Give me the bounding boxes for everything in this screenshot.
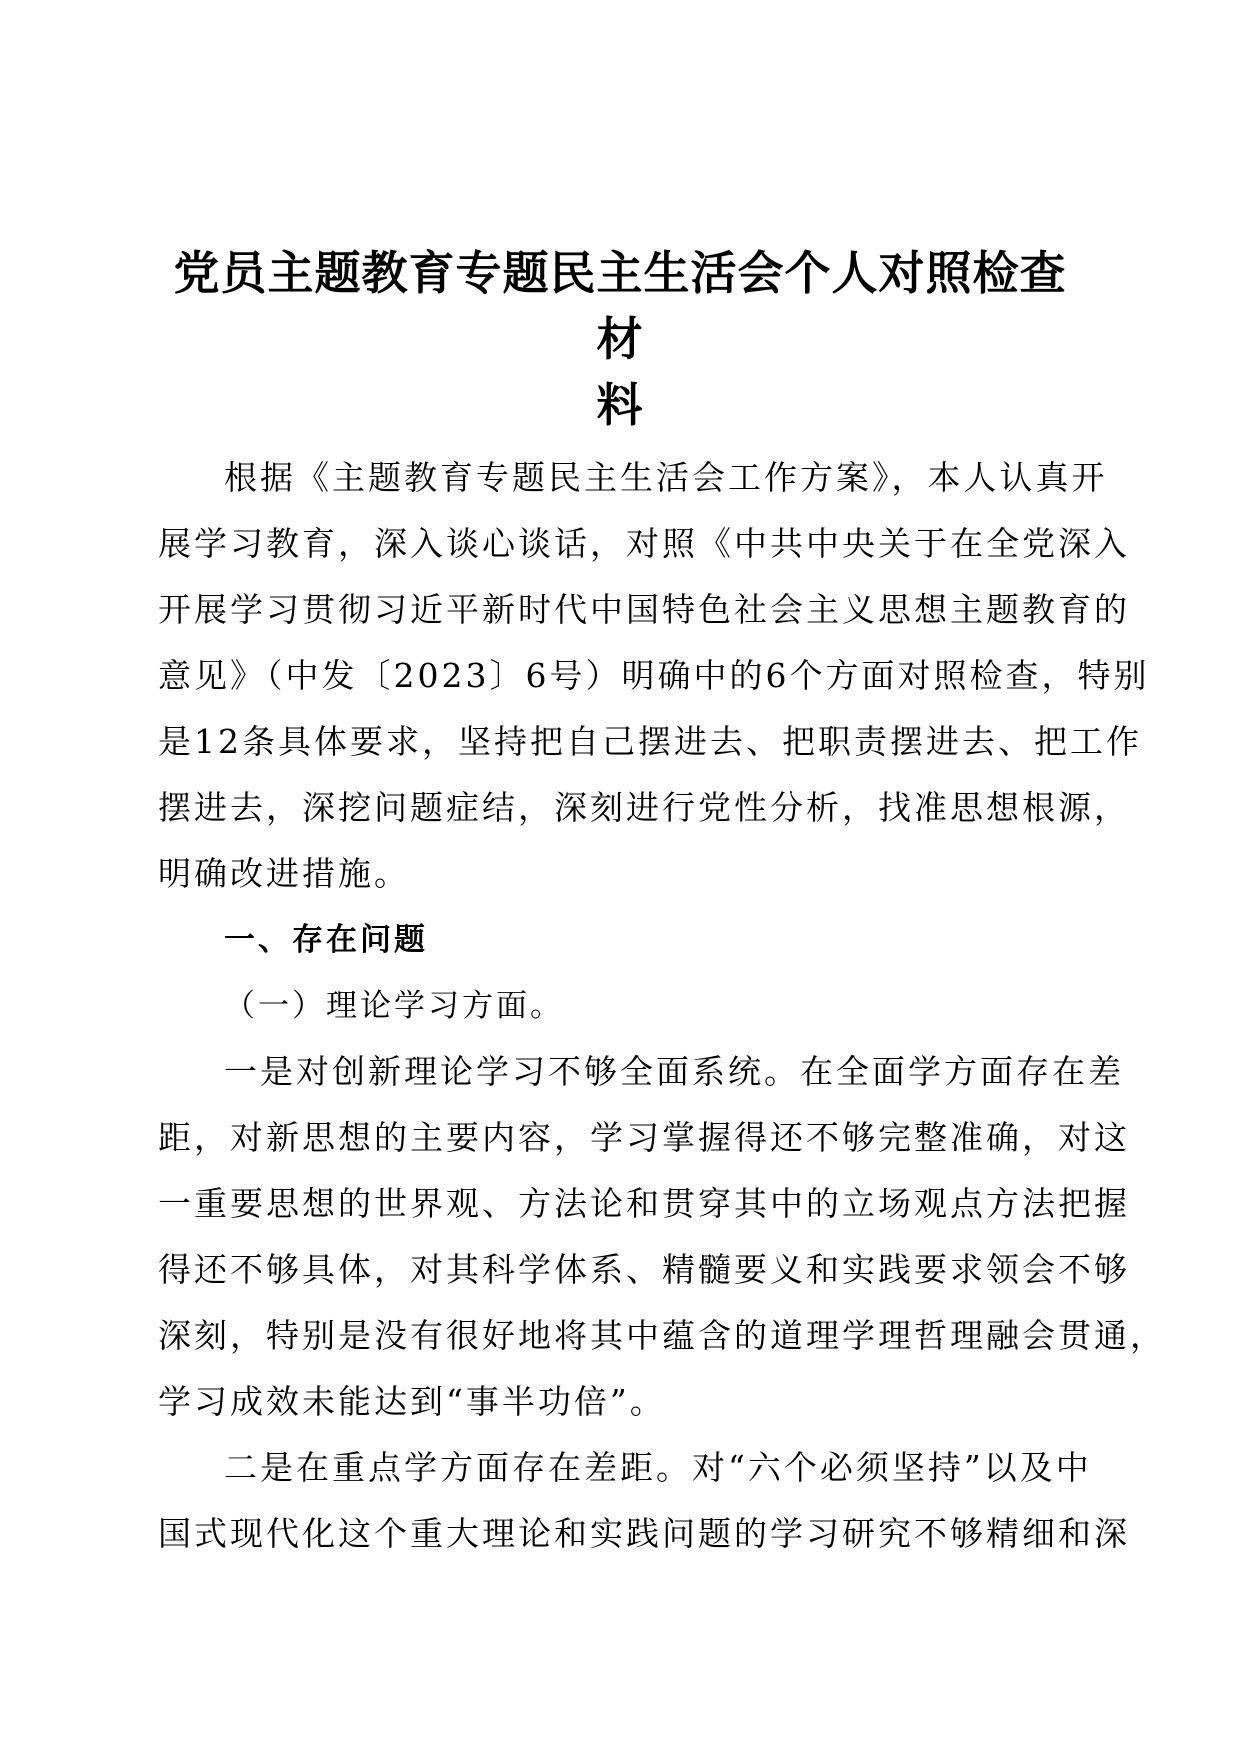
text-line: 展学习教育，深入谈心谈话，对照《中共中央关于在全党深入 xyxy=(158,524,1130,563)
paragraph-1 xyxy=(158,1039,1166,1435)
paragraph-2 xyxy=(158,1435,1130,1567)
text-line: 摆进去，深挖问题症结，深刻进行党性分析，找准思想根源， xyxy=(158,788,1130,827)
text-line: 二是在重点学方面存在差距。对“六个必须坚持”以及中 xyxy=(224,1448,1092,1487)
text-line: 意见》（中发〔2023〕6号）明确中的6个方面对照检查，特别 xyxy=(158,656,1150,695)
text-line: 一是对创新理论学习不够全面系统。在全面学方面存在差 xyxy=(224,1052,1124,1091)
text-line: 国式现代化这个重大理论和实践问题的学习研究不够精细和深 xyxy=(158,1514,1130,1553)
text-line: 明确改进措施。 xyxy=(158,854,410,893)
text-line: 根据《主题教育专题民主生活会工作方案》，本人认真开 xyxy=(224,458,1108,497)
document-title xyxy=(155,240,1085,438)
text-line: 深刻，特别是没有很好地将其中蕴含的道理学理哲理融会贯通， xyxy=(158,1316,1166,1355)
text-line: 开展学习贯彻习近平新时代中国特色社会主义思想主题教育的 xyxy=(158,590,1130,629)
subsection-heading: （一）理论学习方面。 xyxy=(224,988,564,1024)
section-heading: 一、存在问题 xyxy=(224,922,428,958)
text-line: 距，对新思想的主要内容，学习掌握得还不够完整准确，对这 xyxy=(158,1118,1130,1157)
document-body xyxy=(158,445,1166,1567)
text-line: 得还不够具体，对其科学体系、精髓要义和实践要求领会不够 xyxy=(158,1250,1130,1289)
intro-paragraph xyxy=(158,445,1150,907)
title-line-1: 党员主题教育专题民主生活会个人对照检查材 xyxy=(173,246,1067,366)
text-line: 是12条具体要求，坚持把自己摆进去、把职责摆进去、把工作 xyxy=(158,722,1142,761)
text-line: 学习成效未能达到“事半功倍”。 xyxy=(158,1382,666,1421)
text-line: 一重要思想的世界观、方法论和贯穿其中的立场观点方法把握 xyxy=(158,1184,1130,1223)
title-line-2: 料 xyxy=(596,378,644,432)
